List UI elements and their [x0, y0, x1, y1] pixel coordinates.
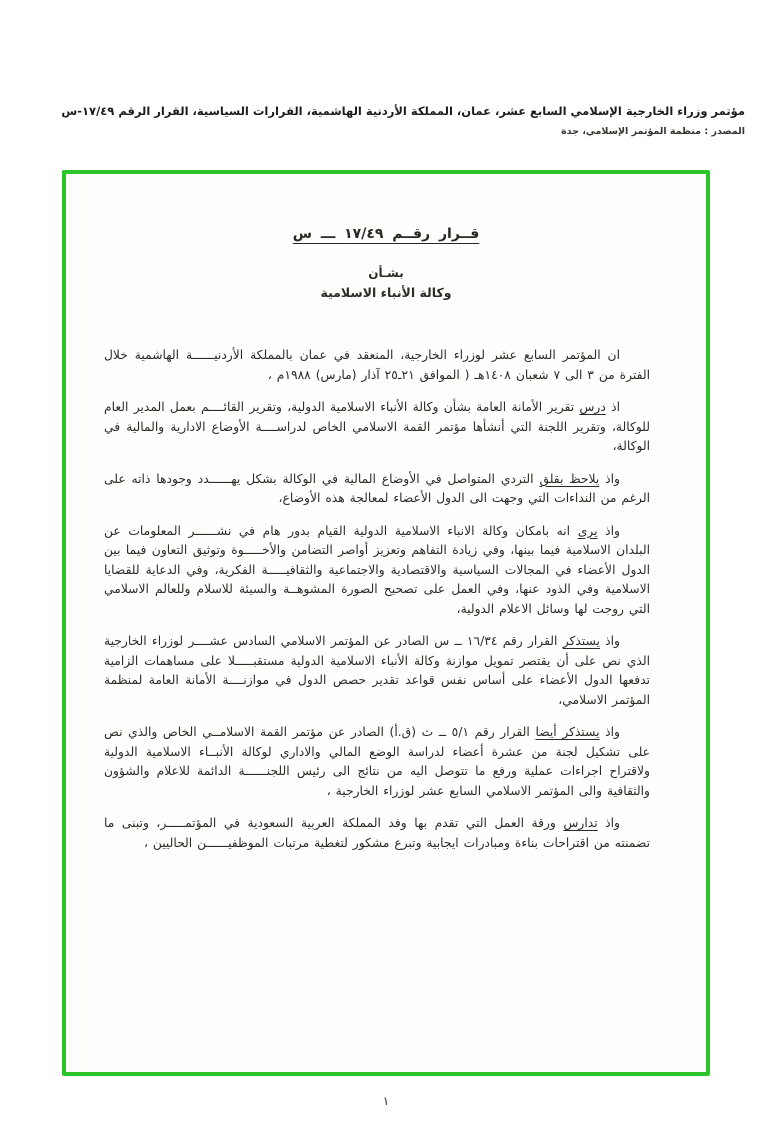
keyword-underlined: يلاحظ بقلق [539, 471, 600, 486]
paragraph-text: القرار رقم ٥/١ ــ ث (ق.أ) الصادر عن مؤتمر القمة الاسلامــي الخاص والذي نص على تشكيل لجنة من عشرة أعضاء لدراسة الوضع المالي والاداري لوكالة الأنبــاء الاسلامية الدولية ولاقتراح اجراءات عملية ورفع ما تتوصل اليه من نتائج الى رئيس اللجنــــــة الدائمة للاعلام والشؤون والثقافية والى المؤتمر الاسلامي السابع عشر لوزراء الخارجية ، [104, 725, 650, 798]
citation-source: المصدر : منظمة المؤتمر الإسلامي، جدة [561, 126, 745, 137]
paragraph [104, 470, 650, 509]
paragraphs [104, 346, 650, 853]
paragraph-text: واذ [597, 816, 620, 830]
subject-title: وكالة الأنباء الاسلامية [320, 285, 452, 300]
paragraph-text: انه بامكان وكالة الانباء الاسلامية الدولية القيام بدور هام في نشــــــر المعلومات عن البلدان الاسلامية فيما بينها، وفي زيادة التفاهم وتعزيز أواصر التضامن والأخـــــوة وتوثيق التعاون فيما بين الدول الأعضاء في المجالات السياسية والاقتصادية والاجتماعية والثقافيـــــة الفكرية، وفي الدعاية للقضايا الاسلامية وفي الذود عنها، وفي العمل على تصحيح الصورة المشوهــة والسيئة للاسلام وللعالم الاسلامي التي روجت لها وسائل الاعلام الدولية، [104, 523, 650, 616]
paragraph-text: القرار رقم ١٦/٣٤ ــ س الصادر عن المؤتمر الاسلامي السادس عشــــر لوزراء الخارجية الذي نص على أن يقتصر تمويل موازنة وكالة الأنباء الاسلامية الدولية مستقبـــــلا على مساهمات الزامية تدفعها الدول الأعضاء على أساس نفس قواعد تقدير حصص الدول في موازنــــة الأمانة العامة لمنظمة المؤتمر الاسلامي، [104, 634, 650, 707]
paragraph [104, 522, 650, 620]
paragraph-text: تقرير الأمانة العامة بشأن وكالة الأنباء الاسلامية الدولية، وتقرير القائــــم بعمل المدير العام للوكالة، وتقرير اللجنة التي أنشأها مؤتمر القمة الاسلامي الخاص لدراســــة الأوضاع الادارية والمالية في الوكالة، [104, 400, 650, 453]
citation-header [28, 103, 745, 137]
paragraph-text: واذ [599, 725, 620, 739]
paragraph-text: واذ [599, 634, 620, 648]
keyword-underlined: يرى [577, 523, 598, 538]
paragraph-text: التردي المتواصل في الأوضاع المالية في الوكالة بشكل يهــــــدد وجودها ذاته على الرغم من النداءات التي وجهت الى الدول الأعضاء لمعالجة هذه الأوضاع، [104, 471, 650, 505]
paragraph-text: اذ [605, 400, 620, 414]
keyword-underlined: يستذكر أيضا [535, 725, 600, 739]
paragraph-text: واذ [599, 471, 620, 486]
paragraph [104, 632, 650, 710]
citation-title: مؤتمر وزراء الخارجية الإسلامي السابع عشر، عمان، المملكة الأردنية الهاشمية، القرارات السياسية، القرار الرقم ١٧/٤٩-س [61, 104, 745, 118]
resolution-title [66, 226, 706, 242]
paragraph-text: واذ [597, 523, 620, 538]
page-number: ١ [382, 1094, 390, 1108]
subject-label: بشـأن [368, 266, 404, 280]
resolution-title-text: قــرار رقــم ١٧/٤٩ ـــ س [292, 226, 480, 242]
scanned-page [66, 174, 706, 1072]
document-frame [62, 170, 710, 1076]
paragraph [104, 723, 650, 801]
keyword-underlined: يستذكر [562, 634, 600, 648]
paragraph [104, 814, 650, 853]
paragraph-text: ورقة العمل التي تقدم بها وفد المملكة العربية السعودية في المؤتمـــــر، وتبنى ما تضمنته من اقتراحات بناءة ومبادرات ايجابية وتبرع مشكور لتغطية مرتبات الموظفيــــــن الحاليين ، [104, 816, 650, 850]
paragraph [104, 346, 650, 385]
paragraph-text: ان المؤتمر السابع عشر لوزراء الخارجية، المنعقد في عمان بالمملكة الأردنيــــــة الهاشمية خلال الفترة من ٣ الى ٧ شعبان ١٤٠٨هـ ( الموافق ٢١ـ٢٥ آذار (مارس) ١٩٨٨م ، [104, 348, 650, 382]
keyword-underlined: تدارس [563, 816, 598, 830]
keyword-underlined: درس [579, 400, 606, 414]
paragraph [104, 398, 650, 457]
